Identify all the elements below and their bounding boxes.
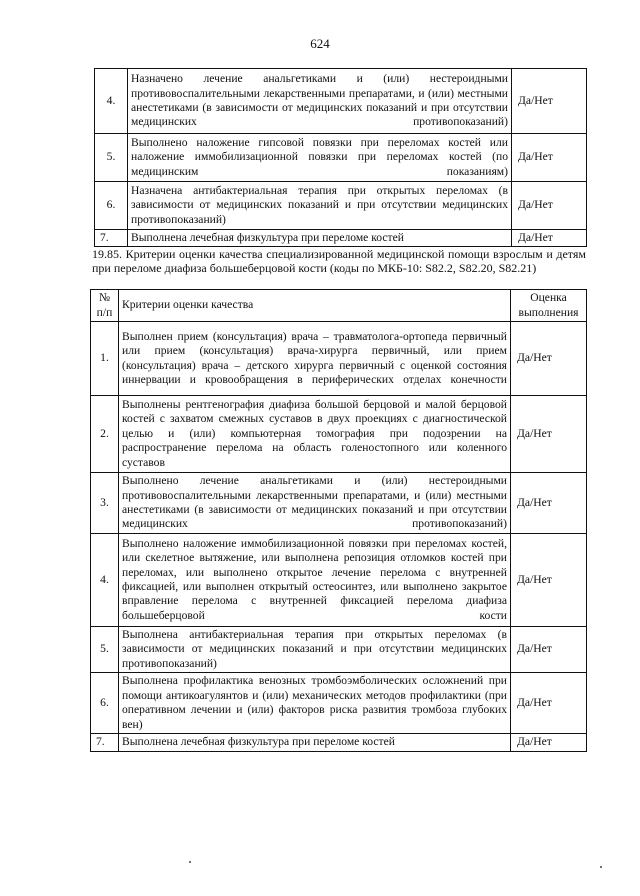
assessment-value: Да/Нет: [511, 322, 587, 396]
criterion-text: Выполнено наложение гипсовой повязки при переломах костей или наложение иммобилизационной повязки при переломах костей (по медицинским показаниям): [128, 134, 512, 182]
row-number: 3.: [91, 473, 119, 534]
scan-speck: [600, 866, 602, 868]
criterion-text: Выполнена лечебная физкультура при переломе костей: [119, 734, 511, 751]
assessment-value: Да/Нет: [511, 627, 587, 673]
row-number: 1.: [91, 322, 119, 396]
row-number: 7.: [95, 230, 128, 247]
row-number: 4.: [95, 69, 128, 134]
table-row: [95, 230, 587, 247]
assessment-value: Да/Нет: [511, 673, 587, 734]
table-header-row: [91, 290, 587, 322]
table-row: [91, 322, 587, 396]
table-row: [95, 182, 587, 230]
assessment-value: Да/Нет: [511, 473, 587, 534]
criterion-text: Выполнены рентгенография диафиза большой берцовой и малой берцовой костей с захватом смежных суставов в двух проекциях с диагностической целью и (или) компьютерная томография при подозрении на распространение перелома на область голеностопного или коленного суставов: [119, 396, 511, 473]
criteria-table-continued: [94, 68, 587, 247]
table-row: [91, 673, 587, 734]
assessment-value: Да/Нет: [512, 182, 587, 230]
assessment-value: Да/Нет: [512, 69, 587, 134]
header-assessment: Оценка выполнения: [511, 290, 587, 322]
assessment-value: Да/Нет: [511, 396, 587, 473]
table-row: [91, 627, 587, 673]
row-number: 5.: [95, 134, 128, 182]
section-heading: 19.85. Критерии оценки качества специализированной медицинской помощи взрослым и детям при переломе диафиза большеберцовой кости (коды по МКБ-10: S82.2, S82.20, S82.21): [92, 247, 586, 275]
row-number: 2.: [91, 396, 119, 473]
row-number: 7.: [91, 734, 119, 751]
row-number: 6.: [95, 182, 128, 230]
row-number: 5.: [91, 627, 119, 673]
criterion-text: Выполнено лечение анальгетиками и (или) нестероидными противовоспалительными лекарственными препаратами, и (или) местными анестетиками (в зависимости от медицинских показаний и при отсутствии медицинских противопоказаний): [119, 473, 511, 534]
criterion-text: Выполнена лечебная физкультура при переломе костей: [128, 230, 512, 247]
table-row: [95, 134, 587, 182]
criterion-text: Выполнена профилактика венозных тромбоэмболических осложнений при помощи антикоагулянтов и (или) механических методов профилактики (при оперативном лечении и (или) факторов риска развития тромбоза глубоких вен): [119, 673, 511, 734]
assessment-value: Да/Нет: [511, 734, 587, 751]
assessment-value: Да/Нет: [512, 230, 587, 247]
table-row: [95, 69, 587, 134]
header-number: № п/п: [91, 290, 119, 322]
row-number: 6.: [91, 673, 119, 734]
table-row: [91, 396, 587, 473]
table-row: [91, 734, 587, 751]
criteria-table: [90, 289, 587, 752]
page-number: 624: [310, 36, 330, 51]
table-row: [91, 534, 587, 627]
scan-speck: [189, 861, 191, 863]
row-number: 4.: [91, 534, 119, 627]
criterion-text: Назначено лечение анальгетиками и (или) нестероидными противовоспалительными лекарственными препаратами, и (или) местными анестетиками (в зависимости от медицинских показаний и при отсутствии медицинских противопоказаний): [128, 69, 512, 134]
criterion-text: Назначена антибактериальная терапия при открытых переломах (в зависимости от медицинских показаний и при отсутствии медицинских противопоказаний): [128, 182, 512, 230]
assessment-value: Да/Нет: [512, 134, 587, 182]
header-criteria: Критерии оценки качества: [119, 290, 511, 322]
criterion-text: Выполнено наложение иммобилизационной повязки при переломах костей, или скелетное вытяжение, или выполнена репозиция отломков костей при переломах, или выполнено открытое лечение перелома с внутренней фиксацией, или выполнен открытый остеосинтез, или выполнено закрытое вправление перелома с внутренней фиксацией перелома диафиза большеберцовой кости: [119, 534, 511, 627]
criterion-text: Выполнена антибактериальная терапия при открытых переломах (в зависимости от медицинских показаний и при отсутствии медицинских противопоказаний): [119, 627, 511, 673]
assessment-value: Да/Нет: [511, 534, 587, 627]
table-row: [91, 473, 587, 534]
criterion-text: Выполнен прием (консультация) врача – травматолога-ортопеда первичный или прием (консультация) врача-хирурга первичный, или прием (консультация) врача – детского хирурга первичный с оценкой состояния иннервации и кровообращения в периферических отделах конечности: [119, 322, 511, 396]
